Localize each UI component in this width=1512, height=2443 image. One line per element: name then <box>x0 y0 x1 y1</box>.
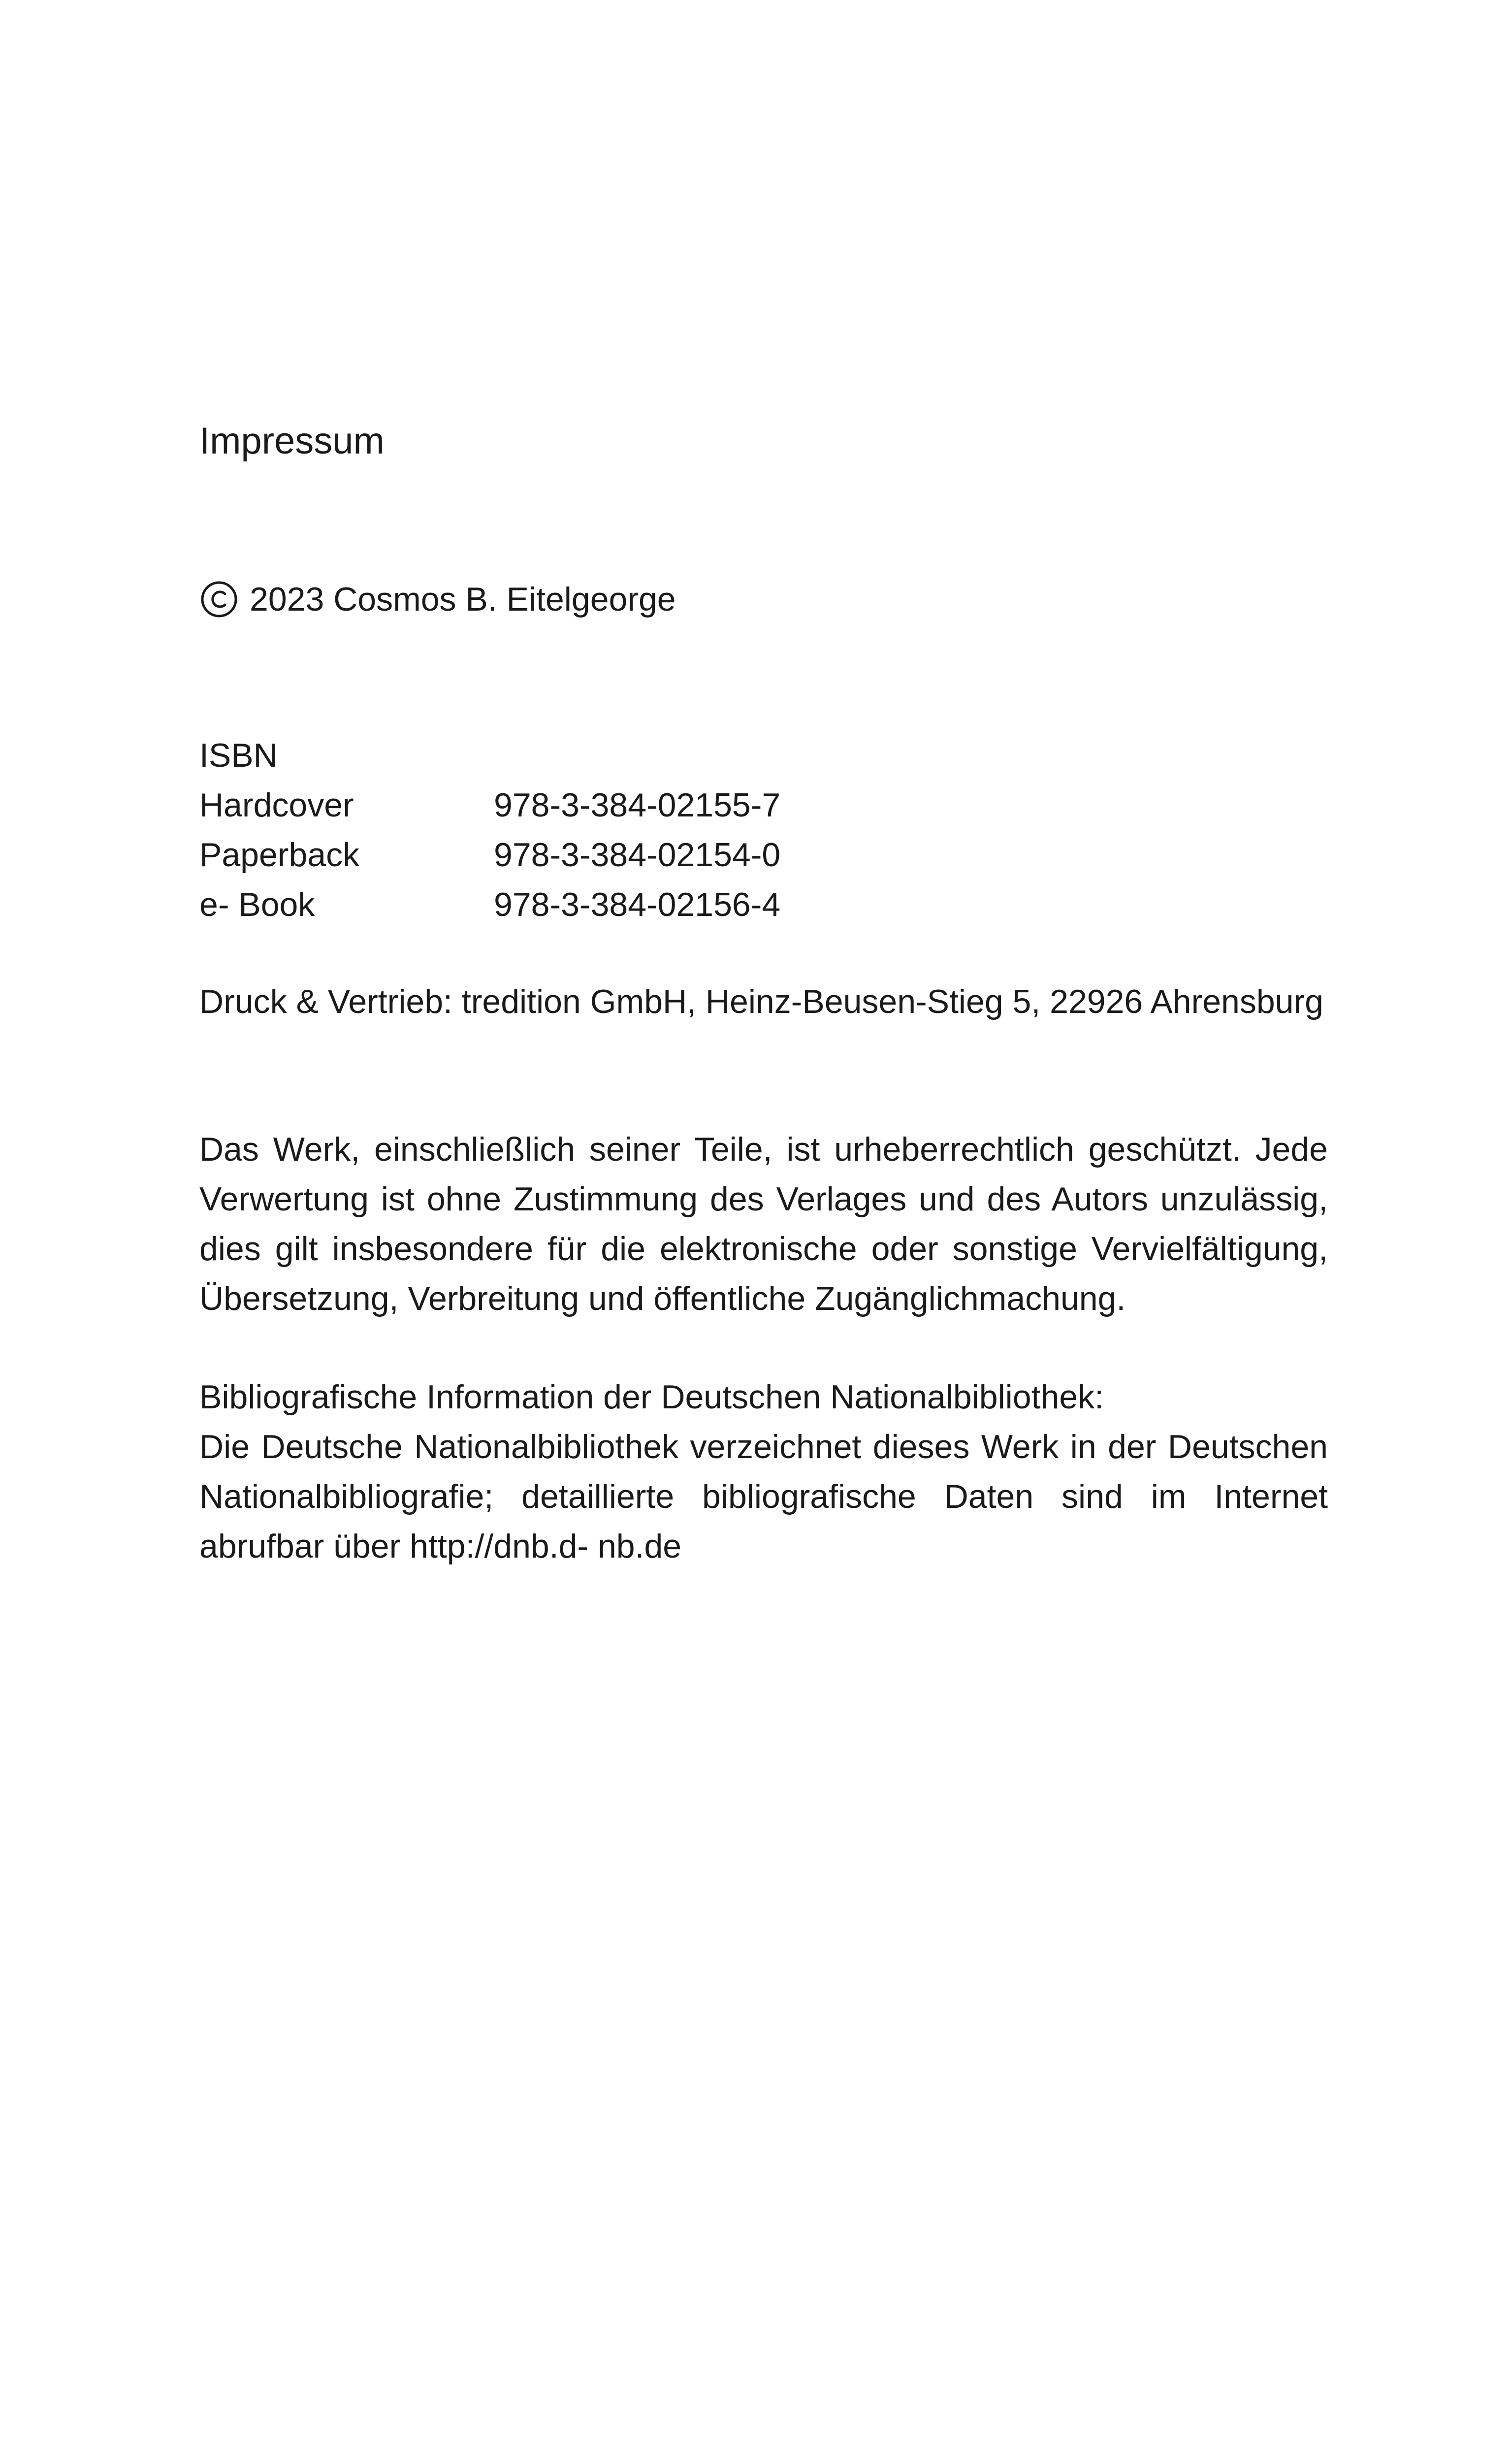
isbn-label: e- Book <box>199 886 315 923</box>
page-title: Impressum <box>199 420 385 462</box>
isbn-value: 978-3-384-02154-0 <box>494 836 781 874</box>
legal-notice: Das Werk, einschließlich seiner Teile, ist urheberrechtlich geschützt. Jede Verwertung ist ohne Zustimmung des Verlages und des Autors unzulässig, dies gilt insbesondere für die elektronische oder sonstige Vervielfältigung, Übersetzung, Verbreitung und öffentliche Zugänglichmachung. <box>199 1131 1328 1317</box>
copyright-icon <box>199 580 239 619</box>
isbn-section <box>199 731 780 930</box>
bibliographic-info <box>199 1372 1328 1571</box>
isbn-value: 978-3-384-02155-7 <box>494 786 781 824</box>
bibliographic-text: Die Deutsche Nationalbibliothek verzeichnet dieses Werk in der Deutschen Nationalbibliografie; detaillierte bibliografische Daten sind im Internet abrufbar über http://dnb.d- nb.de <box>199 1428 1328 1565</box>
copyright-line <box>199 580 676 619</box>
bibliographic-title: Bibliografische Information der Deutschen Nationalbibliothek: <box>199 1378 1104 1416</box>
isbn-label: Hardcover <box>199 786 354 824</box>
print-distribution: Druck & Vertrieb: tredition GmbH, Heinz-Beusen-Stieg 5, 22926 Ahrensburg <box>199 983 1323 1020</box>
isbn-row <box>199 781 780 830</box>
isbn-title: ISBN <box>199 737 278 774</box>
isbn-label: Paperback <box>199 836 360 874</box>
copyright-text: 2023 Cosmos B. Eitelgeorge <box>250 581 676 618</box>
isbn-row <box>199 880 780 930</box>
isbn-value: 978-3-384-02156-4 <box>494 886 781 923</box>
isbn-row <box>199 830 780 880</box>
